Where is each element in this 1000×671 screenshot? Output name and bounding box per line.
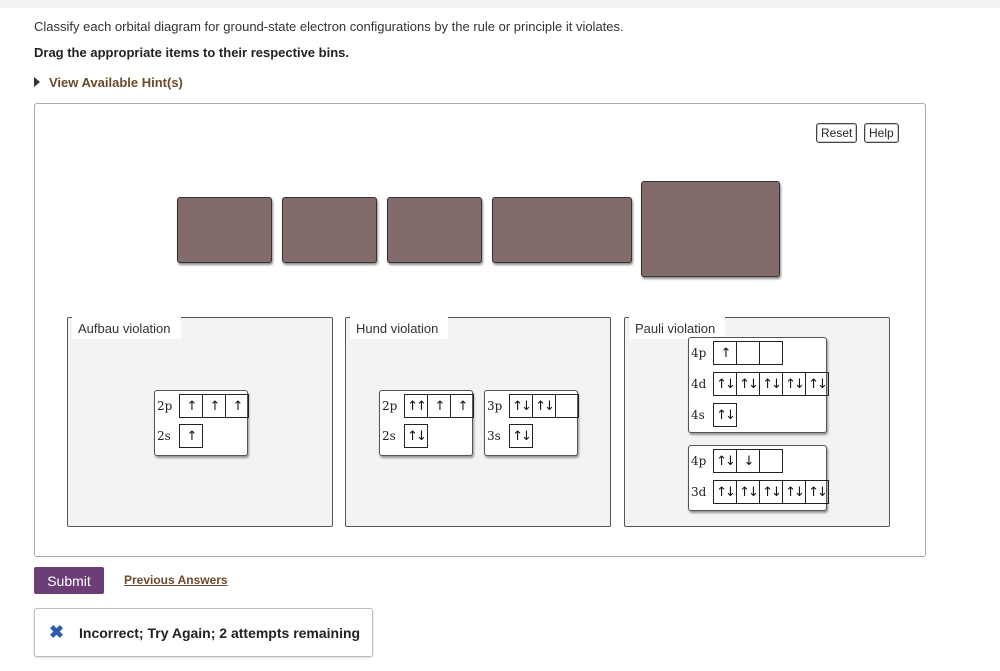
orbital-row-2p bbox=[157, 394, 249, 418]
orbital-boxes bbox=[404, 394, 474, 418]
close-icon: ✖ bbox=[49, 622, 65, 642]
orbital-row-4p bbox=[691, 341, 783, 365]
orbital-row-4s bbox=[691, 403, 737, 427]
question-instructions: Classify each orbital diagram for ground-state electron configurations by the rule or principle it violates. bbox=[34, 19, 624, 34]
feedback-box bbox=[34, 608, 373, 657]
orbital-box: ↑ bbox=[202, 395, 225, 417]
orbital-row-4p bbox=[691, 449, 783, 473]
orbital-box: ↑ bbox=[186, 398, 196, 414]
orbital-label: 3d bbox=[691, 485, 707, 499]
orbital-box: ↑↓ bbox=[407, 428, 425, 444]
orbital-box: ↑ bbox=[186, 428, 196, 444]
bin-pauli-violation[interactable] bbox=[624, 317, 890, 527]
orbital-box: ↑↓ bbox=[512, 428, 530, 444]
orbital-label: 4p bbox=[691, 454, 707, 468]
orbital-box: ↑↑ bbox=[407, 398, 425, 414]
orbital-boxes bbox=[179, 424, 203, 448]
orbital-box: ↑ bbox=[427, 395, 450, 417]
orbital-boxes bbox=[713, 341, 783, 365]
bin-title: Pauli violation bbox=[629, 317, 725, 339]
orbital-label: 2s bbox=[157, 429, 171, 443]
orbital-diagram-card[interactable] bbox=[688, 445, 827, 511]
orbital-label: 2s bbox=[382, 429, 396, 443]
orbital-box: ↑↓ bbox=[782, 373, 805, 395]
orbital-row-3s bbox=[487, 424, 533, 448]
orbital-boxes bbox=[713, 372, 829, 396]
orbital-box: ↑↓ bbox=[716, 453, 734, 469]
top-bar bbox=[0, 0, 1000, 8]
orbital-boxes bbox=[713, 480, 829, 504]
orbital-box: ↑↓ bbox=[532, 395, 555, 417]
orbital-box: ↑↓ bbox=[716, 484, 734, 500]
orbital-box: ↑ bbox=[225, 395, 248, 417]
reset-button[interactable]: Reset bbox=[816, 123, 857, 143]
empty-drag-tile[interactable] bbox=[177, 197, 272, 263]
empty-drag-tile[interactable] bbox=[387, 197, 482, 263]
orbital-box: ↑↓ bbox=[736, 373, 759, 395]
orbital-label: 2p bbox=[382, 399, 398, 413]
empty-drag-tile[interactable] bbox=[282, 197, 377, 263]
orbital-row-2p bbox=[382, 394, 474, 418]
orbital-boxes bbox=[179, 394, 249, 418]
orbital-diagram-card[interactable] bbox=[154, 390, 248, 456]
expand-triangle-icon bbox=[34, 77, 40, 87]
orbital-row-2s bbox=[157, 424, 203, 448]
orbital-boxes bbox=[713, 449, 783, 473]
submit-button[interactable]: Submit bbox=[34, 567, 104, 594]
orbital-boxes bbox=[404, 424, 428, 448]
bin-title: Hund violation bbox=[350, 317, 448, 339]
orbital-boxes bbox=[509, 394, 579, 418]
orbital-box: ↑↓ bbox=[716, 407, 734, 423]
orbital-diagram-card[interactable] bbox=[484, 390, 578, 456]
view-hints-label: View Available Hint(s) bbox=[49, 75, 183, 90]
orbital-box: ↑↓ bbox=[512, 398, 530, 414]
orbital-label: 4p bbox=[691, 346, 707, 360]
orbital-row-3p bbox=[487, 394, 579, 418]
orbital-row-4d bbox=[691, 372, 829, 396]
orbital-boxes bbox=[713, 403, 737, 427]
bin-title: Aufbau violation bbox=[72, 317, 181, 339]
orbital-box: ↑↓ bbox=[805, 481, 828, 503]
orbital-label: 4s bbox=[691, 408, 705, 422]
drag-drop-panel bbox=[34, 103, 926, 557]
empty-drag-tile[interactable] bbox=[641, 181, 780, 277]
previous-answers-link[interactable]: Previous Answers bbox=[124, 573, 228, 587]
orbital-row-3d bbox=[691, 480, 829, 504]
orbital-box: ↑↓ bbox=[759, 481, 782, 503]
orbital-box: ↑↓ bbox=[716, 376, 734, 392]
orbital-diagram-card[interactable] bbox=[379, 390, 473, 456]
orbital-box: ↑↓ bbox=[805, 373, 828, 395]
feedback-message: Incorrect; Try Again; 2 attempts remaining bbox=[79, 625, 361, 641]
orbital-box bbox=[736, 342, 759, 364]
orbital-box: ↑↓ bbox=[736, 481, 759, 503]
orbital-box: ↑ bbox=[720, 345, 730, 361]
orbital-boxes bbox=[509, 424, 533, 448]
drag-instruction: Drag the appropriate items to their respective bins. bbox=[34, 45, 349, 60]
help-button[interactable]: Help bbox=[864, 123, 899, 143]
orbital-label: 3s bbox=[487, 429, 501, 443]
orbital-box: ↑↓ bbox=[782, 481, 805, 503]
orbital-box bbox=[759, 342, 782, 364]
orbital-label: 4d bbox=[691, 377, 707, 391]
orbital-label: 2p bbox=[157, 399, 173, 413]
orbital-diagram-card[interactable] bbox=[688, 337, 827, 433]
orbital-box bbox=[759, 450, 782, 472]
orbital-box: ↑↓ bbox=[759, 373, 782, 395]
orbital-box bbox=[555, 395, 578, 417]
orbital-box: ↑ bbox=[450, 395, 473, 417]
orbital-box: ↓ bbox=[736, 450, 759, 472]
bin-aufbau-violation[interactable] bbox=[67, 317, 333, 527]
orbital-row-2s bbox=[382, 424, 428, 448]
bin-hund-violation[interactable] bbox=[345, 317, 611, 527]
empty-drag-tile[interactable] bbox=[492, 197, 632, 263]
orbital-label: 3p bbox=[487, 399, 503, 413]
view-hints-link[interactable] bbox=[34, 75, 183, 90]
